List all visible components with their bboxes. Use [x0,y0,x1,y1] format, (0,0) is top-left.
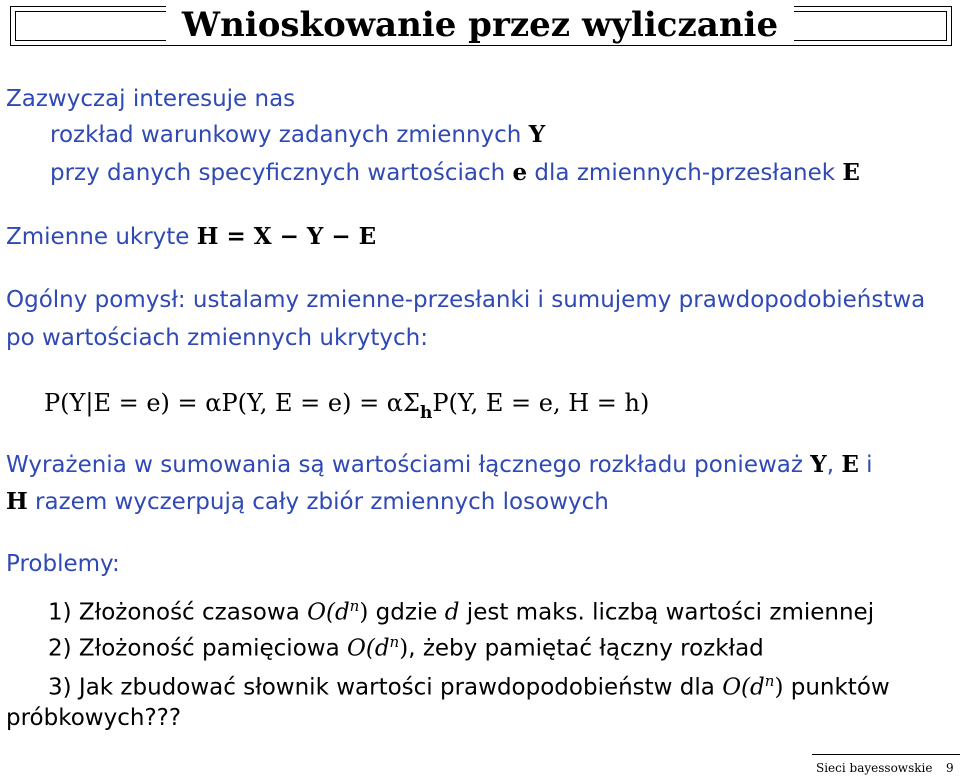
idea-text-c: i sumujemy prawdopodobieństwa [530,287,926,313]
query-vars-text: zadanych zmiennych [278,122,522,148]
p1-O: O(d [307,599,350,626]
conditional-line [50,120,545,150]
slide-title-text: Wnioskowanie przez wyliczanie [166,5,794,45]
formula-right: P(Y, E = e, H = h) [432,389,650,417]
hidden-label: Zmienne ukryte [6,224,190,250]
expl-Y: Y [810,451,827,478]
var-Y: Y [528,121,546,148]
p1-text-b: gdzie [368,599,445,626]
p1-text-c: jest maks. liczbą wartości zmiennej [459,599,875,626]
var-E: E [842,159,860,186]
idea-evidence: zmienne-przesłanki [306,287,531,313]
expl-i: i [858,452,873,478]
p3-text-l2: próbkowych??? [6,705,182,731]
var-e: e [512,159,528,186]
p2-text-b: , żeby pamiętać łączny rozkład [408,635,764,662]
p3-text-b: punktów [783,674,890,701]
explanation-line-1 [6,450,873,480]
evidence-text-b: dla [527,160,577,186]
footer-rule [812,754,960,755]
p3-close: ) [774,674,784,701]
footer-course: Sieci bayessowskie [816,761,933,775]
idea-line-1 [6,285,925,315]
p3-O: O(d [722,674,765,701]
idea-text-a: Ogólny pomysł: ustalamy [6,287,307,313]
idea-hidden: zmiennych ukrytych: [187,325,428,351]
expl-comma: , [826,452,842,478]
evidence-line [50,158,860,188]
problem-2 [48,627,764,664]
problems-label-line [6,549,120,579]
explanation-line-2 [6,487,609,517]
main-formula [44,388,649,421]
evidence-vars-text: zmiennych-przesłanek [576,160,836,186]
problem-1 [48,591,874,628]
idea-text-d: po wartościach [6,325,188,351]
expl-H: H [6,488,28,515]
p1-n: n [349,597,360,615]
expl-text-b: razem wyczerpują cały zbiór zmiennych losowych [27,489,609,515]
idea-line-2 [6,323,428,353]
problems-label: Problemy: [6,551,120,577]
p3-text-a: 3) Jak zbudować słownik wartości prawdopodobieństw dla [48,674,723,701]
intro-line [6,84,295,114]
slide-title [0,0,960,50]
problem-3-cont [6,703,181,733]
p1-text-a: 1) Złożoność czasowa [48,599,308,626]
expl-text-a: Wyrażenia w sumowania są wartościami łącznego rozkładu ponieważ [6,452,811,478]
p3-n: n [764,672,775,690]
p1-close: ) [359,599,369,626]
hidden-formula: H = X − Y − E [196,223,377,250]
footer-page-number: 9 [946,761,954,775]
p1-d: d [444,599,460,626]
p2-O: O(d [346,635,390,662]
p2-text-a: 2) Złożoność pamięciowa [48,635,347,662]
p2-close: ) [399,635,409,662]
hidden-vars-line [6,222,376,252]
formula-left: P(Y|E = e) = αP(Y, E = e) = αΣ [44,389,420,417]
conditional-text: rozkład warunkowy [50,122,279,148]
problem-3 [48,666,890,703]
p2-n: n [389,633,400,651]
formula-sub: h [419,403,433,423]
intro-text: Zazwyczaj interesuje nas [6,86,296,112]
evidence-text-a: przy danych specyficznych wartościach [50,160,513,186]
expl-E: E [841,451,859,478]
